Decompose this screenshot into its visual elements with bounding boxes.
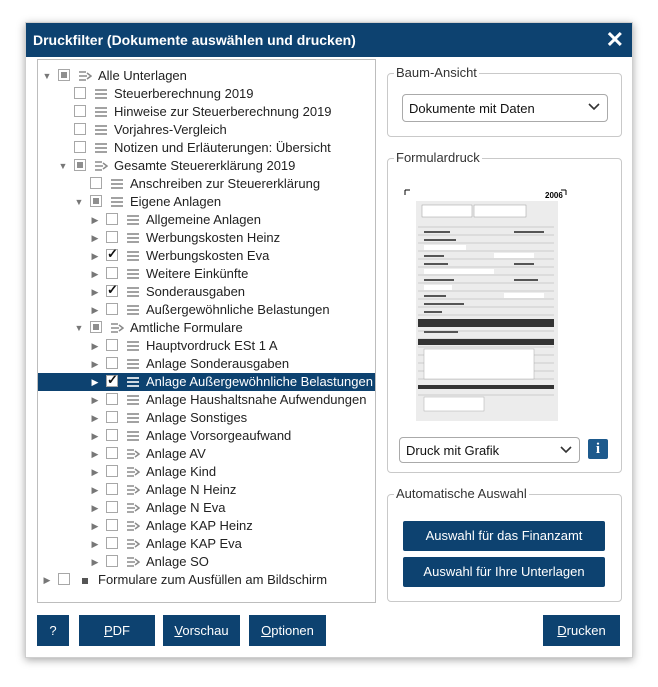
- expand-closed-icon[interactable]: ▶: [91, 341, 99, 351]
- tree-checkbox[interactable]: [90, 177, 102, 189]
- tree-row[interactable]: [38, 337, 375, 355]
- tree-row[interactable]: [38, 553, 375, 571]
- expand-closed-icon[interactable]: ▶: [43, 575, 51, 585]
- tree-checkbox[interactable]: [106, 465, 118, 477]
- tree-row[interactable]: [38, 481, 375, 499]
- checkmark-icon: ✓: [107, 282, 118, 297]
- tree-row[interactable]: [38, 409, 375, 427]
- expand-closed-icon[interactable]: ▶: [91, 233, 99, 243]
- tree-row[interactable]: [38, 121, 375, 139]
- tree-row-label: Anlage N Eva: [146, 500, 226, 515]
- tree-row-label: Anlage AV: [146, 446, 206, 461]
- optionen-button-label: ptionen: [271, 623, 314, 638]
- document-arrow-icon: [94, 158, 108, 174]
- expand-closed-icon[interactable]: ▶: [91, 521, 99, 531]
- tree-row-label: Anlage Kind: [146, 464, 217, 479]
- document-lines-icon: [126, 248, 140, 264]
- title-bar: [26, 23, 632, 57]
- tree-row[interactable]: [38, 517, 375, 535]
- expand-open-icon[interactable]: ▼: [58, 161, 68, 171]
- expand-closed-icon[interactable]: ▶: [91, 467, 99, 477]
- document-lines-icon: [94, 140, 108, 156]
- dialog-title: Druckfilter (Dokumente auswählen und drucken): [33, 32, 356, 48]
- chevron-down-icon: [587, 99, 601, 113]
- tree-row-label: Alle Unterlagen: [98, 68, 187, 83]
- expand-closed-icon[interactable]: ▶: [91, 557, 99, 567]
- auswahl-finanzamt-button[interactable]: Auswahl für das Finanzamt: [403, 521, 605, 551]
- tree-row-label: Steuerberechnung 2019: [114, 86, 254, 101]
- tree-checkbox[interactable]: [106, 501, 118, 513]
- expand-closed-icon[interactable]: ▶: [91, 287, 99, 297]
- document-arrow-icon: [126, 446, 140, 462]
- tree-row-label: Amtliche Formulare: [130, 320, 243, 335]
- tree-checkbox[interactable]: [74, 87, 86, 99]
- expand-closed-icon[interactable]: ▶: [91, 485, 99, 495]
- expand-closed-icon[interactable]: ▶: [91, 431, 99, 441]
- document-arrow-icon: [110, 320, 124, 336]
- tree-row[interactable]: [38, 67, 375, 85]
- tree-row-label: Anlage KAP Eva: [146, 536, 242, 551]
- expand-closed-icon[interactable]: ▶: [91, 449, 99, 459]
- expand-open-icon[interactable]: ▼: [74, 197, 84, 207]
- tree-checkbox[interactable]: [106, 246, 118, 261]
- tree-row-label: Notizen und Erläuterungen: Übersicht: [114, 140, 331, 155]
- formulardruck-value: Druck mit Grafik: [406, 443, 500, 458]
- tree-row-label: Allgemeine Anlagen: [146, 212, 261, 227]
- pdf-button-label: DF: [112, 623, 130, 638]
- expand-closed-icon[interactable]: ▶: [91, 413, 99, 423]
- formulardruck-group: [387, 150, 622, 473]
- tree-checkbox[interactable]: [74, 141, 86, 153]
- document-arrow-icon: [126, 482, 140, 498]
- tree-row[interactable]: [38, 139, 375, 157]
- tree-checkbox[interactable]: [90, 321, 102, 333]
- tree-checkbox[interactable]: [106, 393, 118, 405]
- document-lines-icon: [110, 194, 124, 210]
- expand-closed-icon[interactable]: ▶: [91, 215, 99, 225]
- document-lines-icon: [126, 230, 140, 246]
- auswahl-unterlagen-button[interactable]: Auswahl für Ihre Unterlagen: [403, 557, 605, 587]
- checkmark-icon: ✓: [107, 372, 118, 387]
- tree-row-label: Anlage Vorsorgeaufwand: [146, 428, 292, 443]
- vorschau-button[interactable]: [163, 615, 240, 646]
- tree-row-label: Gesamte Steuererklärung 2019: [114, 158, 296, 173]
- document-arrow-icon: [126, 518, 140, 534]
- tree-checkbox[interactable]: [106, 447, 118, 459]
- tree-checkbox[interactable]: [106, 411, 118, 423]
- tree-row[interactable]: [38, 175, 375, 193]
- tree-row-selected[interactable]: [38, 373, 375, 391]
- document-lines-icon: [126, 374, 140, 390]
- tree-row-label: Anlage KAP Heinz: [146, 518, 253, 533]
- tree-row[interactable]: [38, 265, 375, 283]
- tree-row[interactable]: [38, 319, 375, 337]
- tree-row-label: Weitere Einkünfte: [146, 266, 249, 281]
- document-lines-icon: [126, 392, 140, 408]
- tree-row-label: Außergewöhnliche Belastungen: [146, 302, 330, 317]
- tree-row-label: Eigene Anlagen: [130, 194, 222, 209]
- tree-row-label: Anlage Sonstiges: [146, 410, 248, 425]
- tree-row-label: Hauptvordruck ESt 1 A: [146, 338, 278, 353]
- tree-row[interactable]: [38, 211, 375, 229]
- document-arrow-icon: [126, 464, 140, 480]
- form-preview-graphic: [404, 189, 567, 423]
- drucken-button[interactable]: [543, 615, 620, 646]
- expand-open-icon[interactable]: ▼: [42, 71, 52, 81]
- tree-row-label: Anlage N Heinz: [146, 482, 237, 497]
- tree-row[interactable]: [38, 445, 375, 463]
- pdf-button[interactable]: [79, 615, 155, 646]
- tree-row[interactable]: [38, 499, 375, 517]
- document-tree[interactable]: [37, 59, 376, 603]
- document-lines-icon: [126, 284, 140, 300]
- document-lines-icon: [126, 410, 140, 426]
- expand-closed-icon[interactable]: ▶: [91, 251, 99, 261]
- tree-checkbox[interactable]: [106, 519, 118, 531]
- document-lines-icon: [94, 86, 108, 102]
- tree-row[interactable]: [38, 157, 375, 175]
- tree-checkbox[interactable]: [106, 357, 118, 369]
- tree-checkbox[interactable]: [58, 573, 70, 585]
- optionen-button[interactable]: [249, 615, 326, 646]
- tree-checkbox[interactable]: [106, 483, 118, 495]
- expand-closed-icon[interactable]: ▶: [91, 359, 99, 369]
- info-icon[interactable]: i: [588, 439, 608, 459]
- tree-checkbox[interactable]: [74, 105, 86, 117]
- document-lines-icon: [94, 122, 108, 138]
- baum-ansicht-group: [387, 65, 622, 137]
- chevron-down-icon: [559, 442, 573, 456]
- document-arrow-icon: [126, 536, 140, 552]
- close-icon[interactable]: ✕: [605, 27, 624, 52]
- tree-row[interactable]: [38, 571, 375, 589]
- tree-checkbox[interactable]: [106, 267, 118, 279]
- square-bullet-icon: [78, 572, 92, 588]
- tree-row[interactable]: [38, 301, 375, 319]
- tree-row[interactable]: [38, 427, 375, 445]
- tree-row-label: Sonderausgaben: [146, 284, 246, 299]
- drucken-button-mnemonic: D: [557, 623, 567, 638]
- tree-checkbox[interactable]: [106, 372, 118, 387]
- tree-row[interactable]: [38, 391, 375, 409]
- formulardruck-legend: Formulardruck: [396, 150, 480, 165]
- tree-row-label: Werbungskosten Eva: [146, 248, 270, 263]
- tree-checkbox[interactable]: [90, 195, 102, 207]
- expand-closed-icon[interactable]: ▶: [91, 305, 99, 315]
- tree-row-label: Anlage Außergewöhnliche Belastungen: [146, 374, 373, 389]
- tree-row[interactable]: [38, 535, 375, 553]
- tree-row[interactable]: [38, 85, 375, 103]
- tree-row-label: Anlage Sonderausgaben: [146, 356, 290, 371]
- tree-checkbox[interactable]: [106, 429, 118, 441]
- document-lines-icon: [126, 428, 140, 444]
- tree-row[interactable]: [38, 247, 375, 265]
- tree-row[interactable]: [38, 283, 375, 301]
- pdf-button-mnemonic: P: [103, 623, 113, 638]
- tree-checkbox[interactable]: [106, 555, 118, 567]
- tree-checkbox[interactable]: [106, 303, 118, 315]
- tree-checkbox[interactable]: [106, 213, 118, 225]
- tree-checkbox[interactable]: [106, 339, 118, 351]
- tree-row-label: Anlage Haushaltsnahe Aufwendungen: [146, 392, 367, 407]
- tree-row-label: Vorjahres-Vergleich: [114, 122, 227, 137]
- form-preview-image: [404, 189, 567, 423]
- document-lines-icon: [126, 338, 140, 354]
- tree-checkbox[interactable]: [58, 69, 70, 81]
- tree-checkbox[interactable]: [74, 123, 86, 135]
- drucken-button-label: rucken: [566, 623, 606, 638]
- document-lines-icon: [126, 356, 140, 372]
- document-lines-icon: [126, 266, 140, 282]
- expand-open-icon[interactable]: ▼: [74, 323, 84, 333]
- tree-row[interactable]: [38, 103, 375, 121]
- optionen-button-mnemonic: O: [261, 623, 272, 638]
- expand-closed-icon[interactable]: ▶: [91, 269, 99, 279]
- tree-row-label: Anlage SO: [146, 554, 209, 569]
- tree-row-label: Formulare zum Ausfüllen am Bildschirm: [98, 572, 328, 587]
- automatische-auswahl-group: [387, 486, 622, 602]
- document-lines-icon: [126, 212, 140, 228]
- tree-checkbox[interactable]: [106, 282, 118, 297]
- tree-row[interactable]: [38, 355, 375, 373]
- tree-checkbox[interactable]: [106, 231, 118, 243]
- document-arrow-icon: [126, 554, 140, 570]
- document-arrow-icon: [126, 500, 140, 516]
- baum-ansicht-legend: Baum-Ansicht: [396, 65, 477, 80]
- expand-closed-icon[interactable]: ▶: [91, 377, 99, 387]
- tree-row[interactable]: [38, 463, 375, 481]
- baum-ansicht-select[interactable]: [402, 94, 608, 122]
- tree-row-label: Anschreiben zur Steuererklärung: [130, 176, 321, 191]
- tree-row-label: Hinweise zur Steuerberechnung 2019: [114, 104, 332, 119]
- tree-row[interactable]: [38, 229, 375, 247]
- help-button[interactable]: ?: [37, 615, 69, 646]
- preview-year: 2006: [545, 191, 563, 200]
- tree-checkbox[interactable]: [74, 159, 86, 171]
- document-lines-icon: [94, 104, 108, 120]
- druckfilter-dialog: [25, 22, 633, 658]
- formulardruck-select[interactable]: [399, 437, 580, 463]
- vorschau-button-label: orschau: [182, 623, 229, 638]
- expand-closed-icon[interactable]: ▶: [91, 539, 99, 549]
- document-lines-icon: [126, 302, 140, 318]
- tree-row[interactable]: [38, 193, 375, 211]
- baum-ansicht-value: Dokumente mit Daten: [409, 101, 535, 116]
- document-lines-icon: [110, 176, 124, 192]
- tree-row-label: Werbungskosten Heinz: [146, 230, 281, 245]
- vorschau-button-mnemonic: V: [174, 623, 183, 638]
- document-arrow-icon: [78, 68, 92, 84]
- automatische-auswahl-legend: Automatische Auswahl: [396, 486, 527, 501]
- expand-closed-icon[interactable]: ▶: [91, 395, 99, 405]
- checkmark-icon: ✓: [107, 246, 118, 261]
- expand-closed-icon[interactable]: ▶: [91, 503, 99, 513]
- tree-checkbox[interactable]: [106, 537, 118, 549]
